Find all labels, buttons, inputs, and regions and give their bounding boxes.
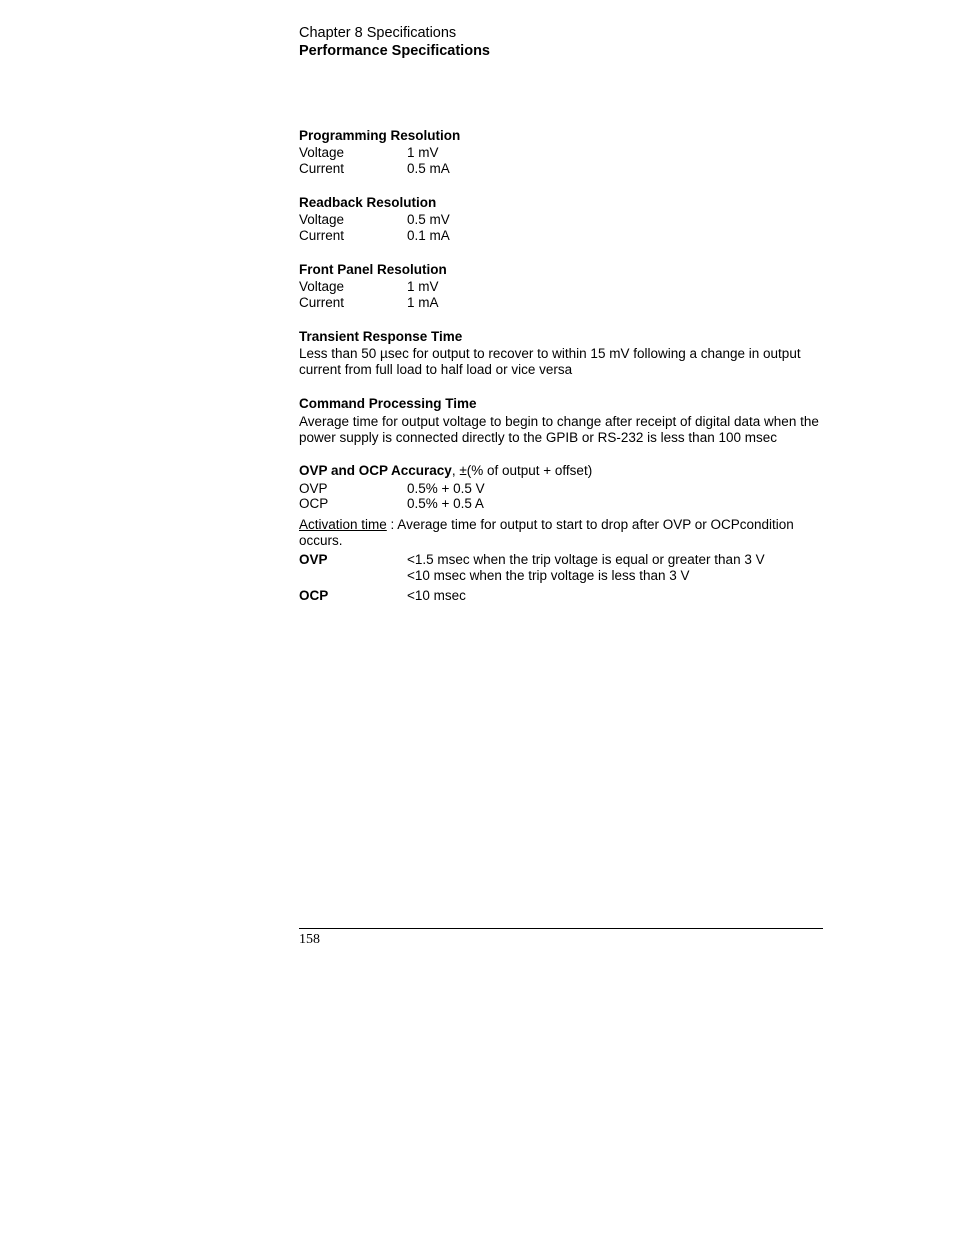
spec-value: 1 mV: [407, 145, 439, 160]
activation-time-label: Activation time: [299, 517, 387, 532]
ovp-activation-line-1: <1.5 msec when the trip voltage is equal or greater than 3 V: [407, 552, 765, 567]
spec-row: [299, 161, 450, 177]
ocp-activation-label: OCP: [299, 588, 329, 603]
transient-response-text: Less than 50 µsec for output to recover to within 15 mV following a change in output current from full load to half load or vice versa: [299, 346, 801, 377]
ovp-activation-row-2: [299, 568, 690, 584]
spec-value: 0.1 mA: [407, 228, 450, 243]
ovp-ocp-title-suffix: , ±(% of output + offset): [451, 463, 593, 478]
footer-rule: [299, 928, 823, 929]
spec-row: [299, 481, 485, 497]
spec-row: [299, 228, 450, 244]
command-processing-text: Average time for output voltage to begin to change after receipt of digital data when the power supply is connected directly to the GPIB or RS-232 is less than 100 msec: [299, 414, 819, 445]
programming-resolution-heading: Programming Resolution: [299, 128, 461, 143]
page-number: 158: [299, 932, 320, 947]
spec-row: [299, 279, 439, 295]
ocp-activation-line-1: <10 msec: [407, 588, 466, 603]
section-title: Performance Specifications: [299, 43, 490, 59]
chapter-heading: Chapter 8 Specifications: [299, 25, 457, 41]
spec-label: Voltage: [299, 279, 345, 294]
ovp-ocp-heading: [299, 462, 592, 479]
command-processing-heading: Command Processing Time: [299, 396, 477, 411]
spec-value: 1 mV: [407, 279, 439, 294]
spec-value: 0.5 mA: [407, 161, 450, 176]
ovp-ocp-title: OVP and OCP Accuracy: [299, 463, 452, 478]
spec-label: Voltage: [299, 212, 345, 227]
spec-label: OCP: [299, 496, 329, 511]
readback-resolution-heading: Readback Resolution: [299, 195, 437, 210]
ovp-activation-line-2: <10 msec when the trip voltage is less than 3 V: [407, 568, 690, 583]
spec-label: Current: [299, 161, 345, 176]
spec-label: Current: [299, 228, 345, 243]
spec-row: [299, 212, 450, 228]
spec-value: 1 mA: [407, 295, 439, 310]
spec-value: 0.5% + 0.5 V: [407, 481, 485, 496]
ocp-activation-row: [299, 588, 466, 604]
spec-row: [299, 145, 439, 161]
activation-time-text: : Average time for output to start to drop after OVP or OCPcondition occurs.: [299, 517, 794, 548]
spec-value: 0.5 mV: [407, 212, 450, 227]
ovp-activation-row: [299, 552, 765, 568]
ovp-activation-label: OVP: [299, 552, 328, 567]
spec-row: [299, 295, 439, 311]
transient-response-heading: Transient Response Time: [299, 329, 463, 344]
spec-row: [299, 496, 484, 512]
spec-label: Voltage: [299, 145, 345, 160]
front-panel-resolution-heading: Front Panel Resolution: [299, 262, 447, 277]
spec-value: 0.5% + 0.5 A: [407, 496, 484, 511]
spec-label: OVP: [299, 481, 328, 496]
spec-label: Current: [299, 295, 345, 310]
activation-time-paragraph: [299, 517, 823, 548]
